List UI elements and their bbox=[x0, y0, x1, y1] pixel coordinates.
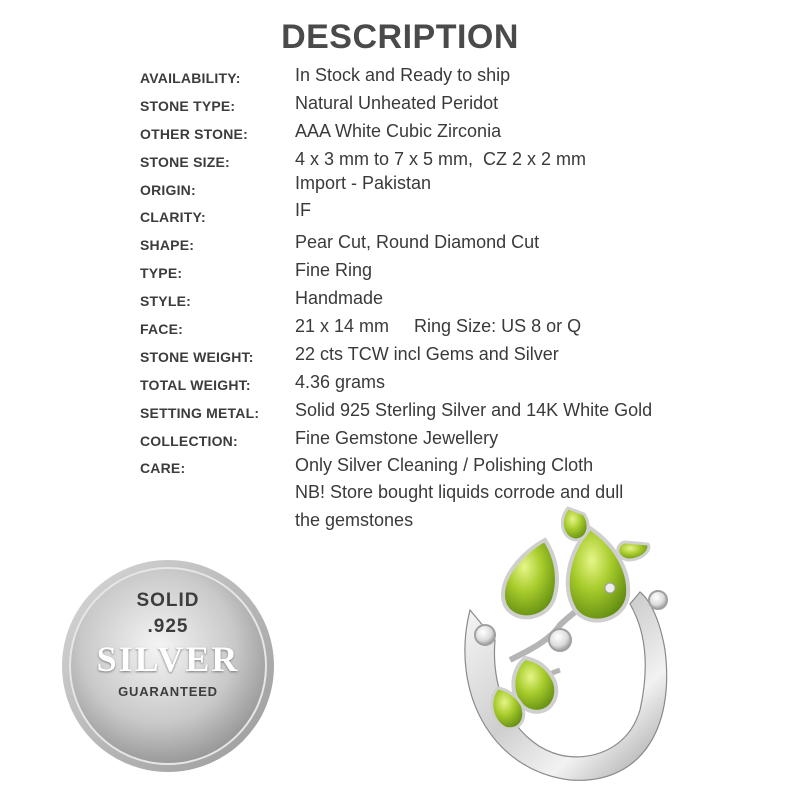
spec-value: 22 cts TCW incl Gems and Silver bbox=[295, 343, 559, 364]
spec-label: STYLE: bbox=[140, 293, 191, 310]
spec-label: COLLECTION: bbox=[140, 432, 238, 449]
spec-value: Fine Gemstone Jewellery bbox=[295, 427, 499, 448]
silver-guarantee-badge bbox=[60, 558, 276, 774]
care-note-line-1: NB! Store bought liquids corrode and dull bbox=[295, 482, 624, 502]
spec-value: Pear Cut, Round Diamond Cut bbox=[295, 232, 540, 253]
spec-label: CLARITY: bbox=[140, 209, 206, 226]
page-title: DESCRIPTION bbox=[281, 18, 519, 56]
spec-value: 4 x 3 mm to 7 x 5 mm, CZ 2 x 2 mm bbox=[295, 148, 587, 169]
peridot-ring-image bbox=[450, 500, 690, 790]
spec-value: 21 x 14 mm Ring Size: US 8 or Q bbox=[295, 316, 582, 337]
spec-label: OTHER STONE: bbox=[140, 125, 248, 142]
spec-value: 4.36 grams bbox=[295, 371, 386, 392]
care-note-line-2: the gemstones bbox=[295, 510, 414, 530]
spec-value: Import - Pakistan bbox=[295, 172, 432, 193]
spec-label: CARE: bbox=[140, 460, 186, 477]
spec-value: Natural Unheated Peridot bbox=[295, 92, 499, 113]
spec-label: AVAILABILITY: bbox=[140, 70, 241, 86]
ring-illustration-icon bbox=[450, 500, 690, 790]
spec-value: AAA White Cubic Zirconia bbox=[295, 120, 502, 141]
spec-value: Solid 925 Sterling Silver and 14K White Gold bbox=[295, 399, 653, 420]
spec-value: In Stock and Ready to ship bbox=[295, 65, 511, 85]
badge-line-guaranteed: GUARANTEED bbox=[118, 684, 218, 699]
spec-label: STONE WEIGHT: bbox=[140, 348, 254, 365]
spec-value: Only Silver Cleaning / Polishing Cloth bbox=[295, 455, 594, 476]
spec-label: SETTING METAL: bbox=[140, 404, 260, 421]
spec-label: TYPE: bbox=[140, 265, 183, 282]
spec-label: STONE TYPE: bbox=[140, 97, 236, 114]
badge-line-silver: SILVER bbox=[96, 639, 240, 679]
spec-label: FACE: bbox=[140, 321, 183, 338]
spec-label: TOTAL WEIGHT: bbox=[140, 376, 251, 393]
spec-label: ORIGIN: bbox=[140, 181, 196, 198]
spec-label: SHAPE: bbox=[140, 237, 195, 254]
badge-line-solid: SOLID bbox=[136, 590, 200, 611]
spec-value: Handmade bbox=[295, 288, 384, 309]
spec-value: IF bbox=[295, 200, 311, 221]
spec-label: STONE SIZE: bbox=[140, 153, 230, 170]
badge-line-925: .925 bbox=[147, 616, 189, 637]
spec-value: Fine Ring bbox=[295, 260, 373, 281]
